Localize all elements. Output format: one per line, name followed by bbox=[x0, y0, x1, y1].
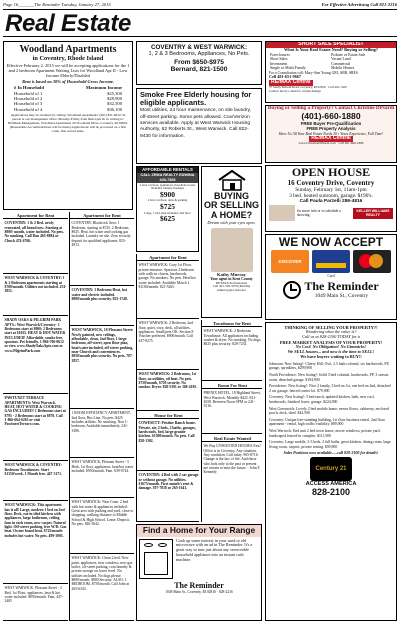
ss-item: Short Sales bbox=[270, 57, 288, 62]
ss-item: Investment bbox=[270, 61, 288, 66]
visa-card-icon bbox=[312, 250, 350, 273]
listing: WEST WARWICK: 2 Bedroom Townhouse. All appliances including washer & dryer. No smoking. No dogs. $825 plus security. 828-7233. bbox=[202, 328, 262, 381]
find-addr: 1049 Main St., Coventry, RI 02816 · 828-2216 bbox=[165, 589, 233, 594]
section-apartment-rent: Apartment for Rent bbox=[70, 212, 134, 219]
listing: WEST WARWICK: Cozy 1st Floor, private entrance. Spacious 2 bedroom with walk-in closets, hardwoods, garage. No smokers. No pets. Heat/hot water included. Available March 1. $1100/month. 821-5265. bbox=[137, 262, 199, 319]
affordable-ad bbox=[136, 166, 199, 252]
woodland-value: $36,100 bbox=[107, 106, 122, 112]
kathy-web: kmurray@re-max.net bbox=[217, 288, 246, 293]
woodland-value: $25,300 bbox=[107, 90, 122, 96]
cw-title: COVENTRY & WEST WARWICK: bbox=[150, 44, 248, 51]
oh-title: OPEN HOUSE bbox=[291, 165, 371, 179]
listing: PAWTUXET TERRACE APARTMENTS: West Warwick. HEAT, HOT WATER & COOKING GAS INCLUDED! 1 Bedrooms start at $795 - 2 Bedrooms start at $870. Call 1-866-664-6263 or visit PawtuxetTerrace.com. bbox=[3, 395, 68, 461]
listing: COVENTRY, Blackrock Area: 1 Bedroom, starting at $725. 2 Bedroom, $925. Heat, hot water and cooking gas included. Laundry on site. Zero security deposit for qualified applicants. 823-4813. bbox=[70, 220, 134, 286]
smoke-free-ad bbox=[136, 88, 262, 164]
oh-note: for more info or to schedule a showing. bbox=[297, 209, 341, 218]
c21-offer: FREE MARKET ANALYSIS OF YOUR PROPERTY! bbox=[279, 339, 383, 345]
dinardi-f2: FREE Property Analysis bbox=[306, 125, 356, 131]
woodland-body: Effective February 2, 2015 we will be accepting applications for the 1 and 2 bedroom Apartment Waiting Lists for Woodland Apt II - Low Income Elderly/Disabled bbox=[6, 63, 130, 79]
accept-title: WE NOW ACCEPT bbox=[278, 235, 384, 249]
listing: WEST WARWICK & COVENTRY: 1 & 2 Bedroom apartments starting at $700/month. Utilities not included. 474-3851. bbox=[3, 275, 68, 316]
century21-ad bbox=[265, 322, 397, 621]
ss-item: Foreclosures bbox=[270, 52, 290, 57]
ss-cell: Cell 401-651-9667 bbox=[269, 74, 301, 80]
ss-item: Commercial bbox=[331, 61, 351, 66]
card-label: Card bbox=[327, 274, 335, 278]
woodland-th2: Maximum Income bbox=[85, 85, 122, 91]
dinardi-web: www.ChristineDiNardi.com · Call 401-660-1880 bbox=[298, 140, 364, 145]
c21-listing: Providence: New listing!: Nice 2 family, 3 bed on 1st, one bed on 2nd, detached 2 car garage, fenced corner lot. $79,900 bbox=[269, 384, 391, 393]
classified-col-3 bbox=[136, 254, 199, 522]
aff-desc-1: 2 bed, 1st floor, appliances, heat & hot water included, laundry hookups bbox=[139, 182, 196, 191]
listing: WEST WARWICK: 2 Bedrooms, 1st floor, no utilities, oil heat. No pets. $750/month, $750 security. No smoker. Dryer. 828-5391 or 368-4105. bbox=[137, 371, 199, 411]
ss-head: SHORT SALE SPECIALIST bbox=[266, 42, 396, 48]
listing: We Buy UNWANTED HOUSES Fast! Office is in Coventry, Any situation. Any condition. Call today. 965-8716. Change is the law of life. And those who look only to the past or present are certain to miss the future. - John F. Kennedy bbox=[203, 444, 261, 475]
kathy-tag: Your agent in Kent County bbox=[210, 277, 253, 282]
c21-q: Wondering what the value is? bbox=[305, 329, 357, 335]
section-apartment-rent-2: Apartment for Rent bbox=[137, 254, 199, 261]
buying-tag: Dream with your eyes open. bbox=[207, 220, 256, 226]
listing: COVENTRY: 4 Bed with 2 car garage or without garage. No utilities. $1675/month. First month's rent & damage. 397-7818 or 265-1641. bbox=[137, 472, 199, 522]
house-icon bbox=[202, 167, 261, 192]
woodland-row: Household of 2 bbox=[14, 96, 43, 102]
smoke-body: Most utilities, 24 hour maintenance, on site laundry, off-street parking. Some pets allowed. Cox/Verizon services available. Apply at West Warwick Housing Authority, 62 Roberts St., West Warwick. Call 822-9430 for information. bbox=[140, 108, 252, 139]
page-info: Page 16_______The Reminder Tuesday, January 27, 2015 bbox=[3, 2, 111, 7]
reminder-addr: 1049 Main St., Coventry bbox=[314, 293, 369, 300]
ss-q: What Is Your Real Estate Need? Buying or Selling? bbox=[284, 46, 378, 52]
woodland-ad bbox=[3, 41, 133, 210]
dinardi-note: Have Us All Your Real Estate Needs 30+ Years Experience, Full Time! bbox=[278, 131, 384, 136]
dinardi-ad bbox=[265, 105, 397, 163]
find-body: Cook up some interest in your used or old microwave with an ad in The Reminder. It's a great way to turn just about any serviceable household appliance into an instant cash machine. bbox=[176, 537, 253, 562]
woodland-foot: Applications may be obtained by calling: Woodland Apartments: (401) 821-9612; In person at our management office: Monday-Friday from 8am-1pm Or in writing to: Hallmark Management, Woodland Apartments 20 Woodland Drive, Coventry, RI 02816. (Reasonable Accommodations will be made) Applications will be processed on a first come, first served basis. bbox=[7, 112, 129, 133]
woodland-row: Household of 4 bbox=[14, 106, 43, 112]
classified-col-1 bbox=[3, 212, 68, 621]
c21-listing: North Providence: New listing!: Solid 3 bed colonial, hardwoods, FP, 3 season room, detached garage. $194,900 bbox=[269, 373, 389, 382]
remax-logo: RE/MAX Central bbox=[271, 78, 311, 85]
kathy-name: Kathy Murray bbox=[217, 272, 246, 278]
oh-call: Call Paula Parzelli 286-4816 bbox=[299, 198, 363, 204]
section-townhouse: Townhouse for Rent bbox=[202, 320, 262, 327]
stove-icon bbox=[139, 539, 173, 579]
listing: 1 ROOM EFFICIENCY APARTMENT, 2nd floor, Bus Line. No pets. $425 includes utilities. No smoking. Non 1-bedroom. Available immediately. 241-3306. bbox=[70, 410, 134, 458]
listing: PHENIX HOTEL, 18 Highland Street, West Warwick. Monthly $425. 821-2658. Between Noon-5PM or 241-5516. bbox=[202, 390, 262, 434]
cw-sub: 1, 2 & 3 Bedrooms, Appliances, No Pets. bbox=[148, 51, 250, 58]
c21-note: Sales Positions now available.....call 828-2100 for details! bbox=[283, 450, 379, 456]
listing: WEST WARWICK, Pleasant Street - 3 Beds, 1st floor, appliances, heat/hot water included. $950/month. Fam. 639-0724. bbox=[70, 459, 134, 498]
dinardi-title: Buying or Selling a Property? Contact Christine DiNardi bbox=[267, 105, 395, 111]
section-title: Real Estate bbox=[5, 10, 132, 37]
c21-listing: Coventry: Large mobile, 2-3 beds, 2 full baths, great kitchen, dining room, large living room, carport, private setting. $59,900 bbox=[269, 440, 391, 449]
woodland-row: Household of 1 bbox=[14, 90, 43, 96]
woodland-sub: in Coventry, Rhode Island bbox=[32, 55, 104, 62]
smoke-title: Smoke Free Elderly housing for eligible applicants. bbox=[140, 90, 252, 108]
aff-price-1: $900 bbox=[160, 189, 175, 199]
section-apartment-rent: Apartment for Rent bbox=[3, 212, 68, 219]
short-sale-ad bbox=[265, 41, 397, 103]
ss-consult: For a Consultation call: Mary-Ann Young GRI, ABR, SRES bbox=[269, 70, 358, 75]
listing: WEST WARWICK: This apartment has it all! Large, modern 1 bed on 2nd floor. Deck, eat-in tiled kitchen with appliances, large bathroom, ceiling fans in each room, new carpet. Natural light. Off-street parking, free W/D. Gas heat. Owner board heat. $725/month includes hot water. No pets. 499-3005. bbox=[3, 502, 68, 584]
listing: WEST WARWICK: Clean 2 bed. New paint, appliances, new windows, new gas boiler, off-street parking, coin laundry & private storage on lower level. No utilities included. No dogs please. $800/month. $800 Security. ALSO, 1 BEDROOM. $750/month. Call John at 265-6343. bbox=[70, 555, 134, 621]
section-house-rent: House for Rent bbox=[137, 412, 199, 419]
dinardi-f1: FREE Buyer Pre-Qualification bbox=[300, 120, 362, 126]
cw-agent: Bernard, 821-1500 bbox=[170, 66, 228, 74]
listing: WEST WARWICK: Pleasant Street - 2 Bed, 1st Floor, appliances, heat & hot water included. $850/month. Fam. 447-3405 bbox=[3, 585, 68, 621]
ss-item: Mobile Homes bbox=[331, 66, 355, 71]
buying-l1: BUYING bbox=[213, 191, 249, 201]
kathy-phone: Cell 401-529-5079 (Mobile) bbox=[212, 284, 251, 289]
remax-logo: RE/MAX Central bbox=[311, 134, 351, 141]
aff-head: AFFORDABLE RENTALS bbox=[137, 167, 198, 173]
c21-listing: West Greenwich: Lovely 2 bed mobile home, newer floors, cabinetry, enclosed porch, deck, shed. $42,500 bbox=[269, 406, 389, 416]
coventry-ww-ad bbox=[136, 41, 262, 85]
aff-price-3: $625 bbox=[160, 214, 175, 224]
listing: WEST WARWICK & COVENTRY: Bedroom Townhouses. Start $1350/week. 1 Month free. 447-3171. bbox=[3, 462, 68, 501]
listing: COWESETT: Pristine Ranch house. Private, air, 2 beds, 2 baths, garages, hardwoods, bed, large granite kitchen. $1500/month. No pets. Call 828-1302. bbox=[137, 420, 199, 471]
woodland-value: $32,500 bbox=[107, 101, 122, 107]
listing: COVENTRY: 1 Bedroom Heat, hot water and electric included. $800/month plus security. 825-1748. bbox=[70, 287, 134, 326]
woodland-th1: # In Household bbox=[14, 85, 44, 91]
aff-price-2: $725 bbox=[160, 201, 175, 211]
c21-listing: Coventry: Unique free-standing building, 1st floor business rental, 2nd floor apartment - rental, high traffic/visibility. $89,900 bbox=[269, 417, 385, 427]
oh-when: Sunday, February 1st, 11am-1pm bbox=[295, 186, 367, 193]
century21-logo: Century 21 bbox=[310, 457, 352, 481]
header-slogan: For Effective Advertising Call 821-2216 bbox=[321, 2, 397, 7]
listing: WEST WARWICK: Near Conn. 2 bed with hot water & appliances included. Great area with parking and yard, close to shopping, walking distance to Middle School & High School. Lease. Deposit. No pets. 826-3642. bbox=[70, 499, 134, 554]
c21-sub: ACCESS AMERICA bbox=[305, 480, 357, 487]
aff-desc-2: 2 bed, 1st floor, deck & parking bbox=[147, 198, 188, 203]
agent-photo bbox=[211, 228, 253, 272]
listing: COVENTRY: 1 & 2 Bed. newly renovated, all brand new. Starting at $800/ month, water included. No pets. No smoking. Call Dan 465-8884 or Chuck 474-6766. bbox=[3, 220, 68, 274]
c21-phone: 828-2100 bbox=[311, 487, 351, 498]
c21-listing: Johnston: New listing!: Cherry Hill, Owl, 2.5 bath colonial, six hardwoods, FP, garage, sprinklers, $299,900 bbox=[269, 361, 390, 371]
listing: WEST WARWICK, 10 Pleasant Street: Newly painted, new ceilings, affordable, clean, 2nd floor, 1 large bedroom, off-street, open floor plan, heat/water included, off-street parking, near Church and conveniences. $850/month plus security. No pets. 787-2857. bbox=[70, 327, 134, 409]
woodland-value: $28,900 bbox=[107, 96, 122, 102]
ss-office: 57 Sandy Bottom Road, Coventry, RI 02816 · Cell 401-7429 bbox=[269, 84, 347, 89]
keller-williams-logo: KELLER WILLIAMS REALTY bbox=[353, 208, 393, 218]
we-accept-ad bbox=[265, 234, 397, 320]
c21-listing: West Warwick: End unit 2 bed town house, newer windows, private yard, landscaped fenced-in complex. $111,900 bbox=[269, 428, 381, 438]
section-room-rent: Room For Rent bbox=[202, 382, 262, 389]
buying-selling-ad bbox=[201, 166, 262, 318]
open-house-ad bbox=[265, 165, 397, 232]
find-home-ad bbox=[136, 524, 262, 621]
reminder-logo-icon bbox=[283, 281, 301, 299]
cw-price: From $650-$975 bbox=[174, 58, 224, 66]
woodland-row: Household of 3 bbox=[14, 101, 43, 107]
buying-l2: OR SELLING bbox=[203, 200, 259, 211]
section-real-estate-wanted: Real Estate Wanted bbox=[202, 435, 262, 442]
aff-agency: CALL ZEMA REALTY EDWINA 440-7368 bbox=[137, 173, 198, 183]
woodland-rent: Rent is based on 30% of Household Gross Income. bbox=[22, 79, 114, 85]
page-header bbox=[3, 2, 397, 8]
listing: SHADY OAKS & PILGRIM PARK APTS.: West Warwick/Coventry- 1 Bedrooms start at $900; 2 Bedrooms start at $1025. HEAT & HOT WATER INCLUDED! Affordable, smoke free, spacious. Pet friendly. 1-866-706-0612 or view www.ShadyOaksApts.com or www.PilgrimPark.com bbox=[3, 317, 68, 394]
classified-col-4 bbox=[201, 320, 262, 522]
classified-col-2 bbox=[69, 212, 134, 621]
kathy-co: RE/MAX Professionals bbox=[215, 280, 248, 285]
find-title: Find a Home for Your Range bbox=[137, 525, 261, 537]
c21-noobl: No Cost! No Obligation! No Gimmicks! bbox=[295, 344, 367, 349]
aff-desc-3: Large, 1 bed, heat included, 2nd floor bbox=[144, 210, 191, 215]
ss-item: Probate or Estate Sale bbox=[331, 52, 366, 57]
section-banner bbox=[3, 9, 397, 37]
oh-addr: 16 Coventry Drive, Coventry bbox=[287, 178, 375, 187]
c21-listing: Coventry: New listing!: 3 bed ranch, updated kitchen, bath, new roof, hardwoods, finished lower, garage. $224,900 bbox=[269, 395, 375, 404]
discover-card-icon: DISCOVER bbox=[271, 250, 309, 273]
c21-head: THINKING OF SELLING YOUR PROPERTY?! bbox=[284, 325, 378, 330]
c21-buyer: We have buyers waiting to BUY!! bbox=[300, 353, 362, 359]
ss-email: Contact me by e-mail for current listings bbox=[269, 88, 321, 93]
ss-item: Vacant Land bbox=[331, 57, 351, 62]
ss-item: Single or Multi Family bbox=[270, 66, 306, 71]
find-paper: The Reminder bbox=[174, 580, 224, 590]
woodland-title: Woodland Apartments bbox=[19, 44, 117, 55]
listing: WEST WARWICK: 2 Bedroom, 2nd floor, quiet, cozy, deck, all utilities, appliances. Small pets OK. Section 8 Voucher preferred. $900/month. Call 447-8275. bbox=[137, 320, 199, 370]
c21-sell: We SELL houses... and now is the time to SELL! bbox=[287, 348, 375, 354]
dinardi-phone: (401)-660-1880 bbox=[301, 110, 361, 121]
oh-desc: 3 bed. heated sunroom, garage. $190's. bbox=[289, 192, 373, 199]
buying-l3: A HOME? bbox=[210, 209, 253, 220]
mastercard-icon bbox=[353, 250, 391, 273]
reminder-name: The Reminder bbox=[304, 279, 379, 294]
c21-call: Call us at 828-2100 TODAY for a bbox=[302, 334, 360, 339]
agent-photo bbox=[269, 205, 295, 221]
